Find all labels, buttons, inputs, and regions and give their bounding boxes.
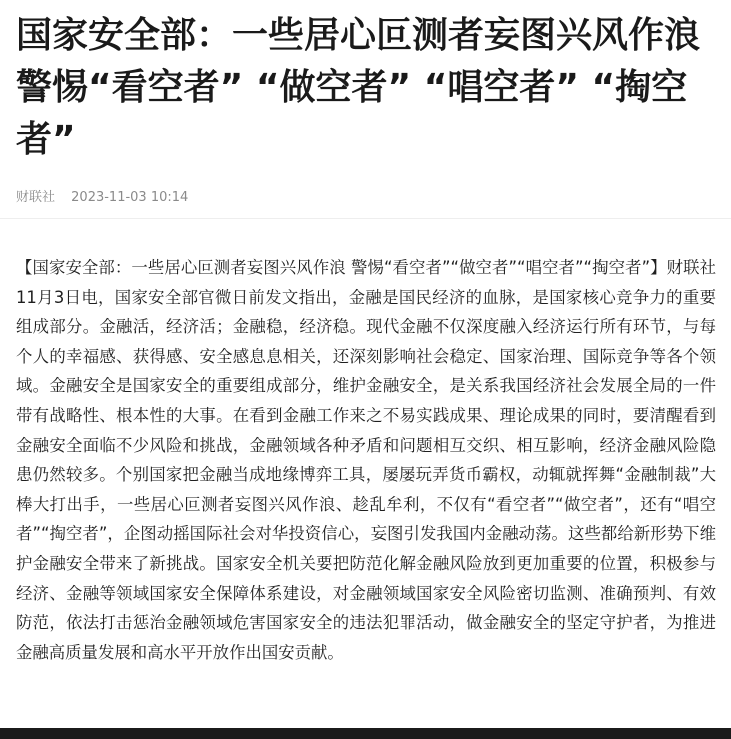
meta-divider xyxy=(0,218,731,219)
article-meta xyxy=(16,186,188,205)
bottom-bar xyxy=(0,728,731,739)
article-datetime: 2023-11-03 10:14 xyxy=(71,190,189,205)
article-body: 【国家安全部：一些居心叵测者妄图兴风作浪 警惕“看空者”“做空者”“唱空者”“掏空者”】财联社11月3日电，国家安全部官微日前发文指出，金融是国民经济的血脉，是国家核心竞争力的重要组成部分。金融活，经济活；金融稳，经济稳。现代金融不仅深度融入经济运行所有环节，与每个人的幸福感、获得感、安全感息息相关，还深刻影响社会稳定、国家治理、国际竞争等各个领域。金融安全是国家安全的重要组成部分，维护金融安全，是关系我国经济社会发展全局的一件带有战略性、根本性的大事。在看到金融工作来之不易实践成果、理论成果的同时，要清醒看到金融安全面临不少风险和挑战，金融领域各种矛盾和问题相互交织、相互影响，经济金融风险隐患仍然较多。个别国家把金融当成地缘博弈工具，屡屡玩弄货币霸权，动辄就挥舞“金融制裁”大棒大打出手，一些居心叵测者妄图兴风作浪、趁乱牟利，不仅有“看空者”“做空者”，还有“唱空者”“掏空者”，企图动摇国际社会对华投资信心，妄图引发我国内金融动荡。这些都给新形势下维护金融安全带来了新挑战。国家安全机关要把防范化解金融风险放到更加重要的位置，积极参与经济、金融等领域国家安全保障体系建设，对金融领域国家安全风险密切监测、准确预判、有效防范，依法打击惩治金融领域危害国家安全的违法犯罪活动，做金融安全的坚定守护者，为推进金融高质量发展和高水平开放作出国安贡献。 xyxy=(16,258,716,662)
article-source[interactable]: 财联社 xyxy=(16,190,56,205)
article-headline: 国家安全部：一些居心叵测者妄图兴风作浪 警惕“看空者” “做空者” “唱空者” “掏空者” xyxy=(16,15,701,160)
